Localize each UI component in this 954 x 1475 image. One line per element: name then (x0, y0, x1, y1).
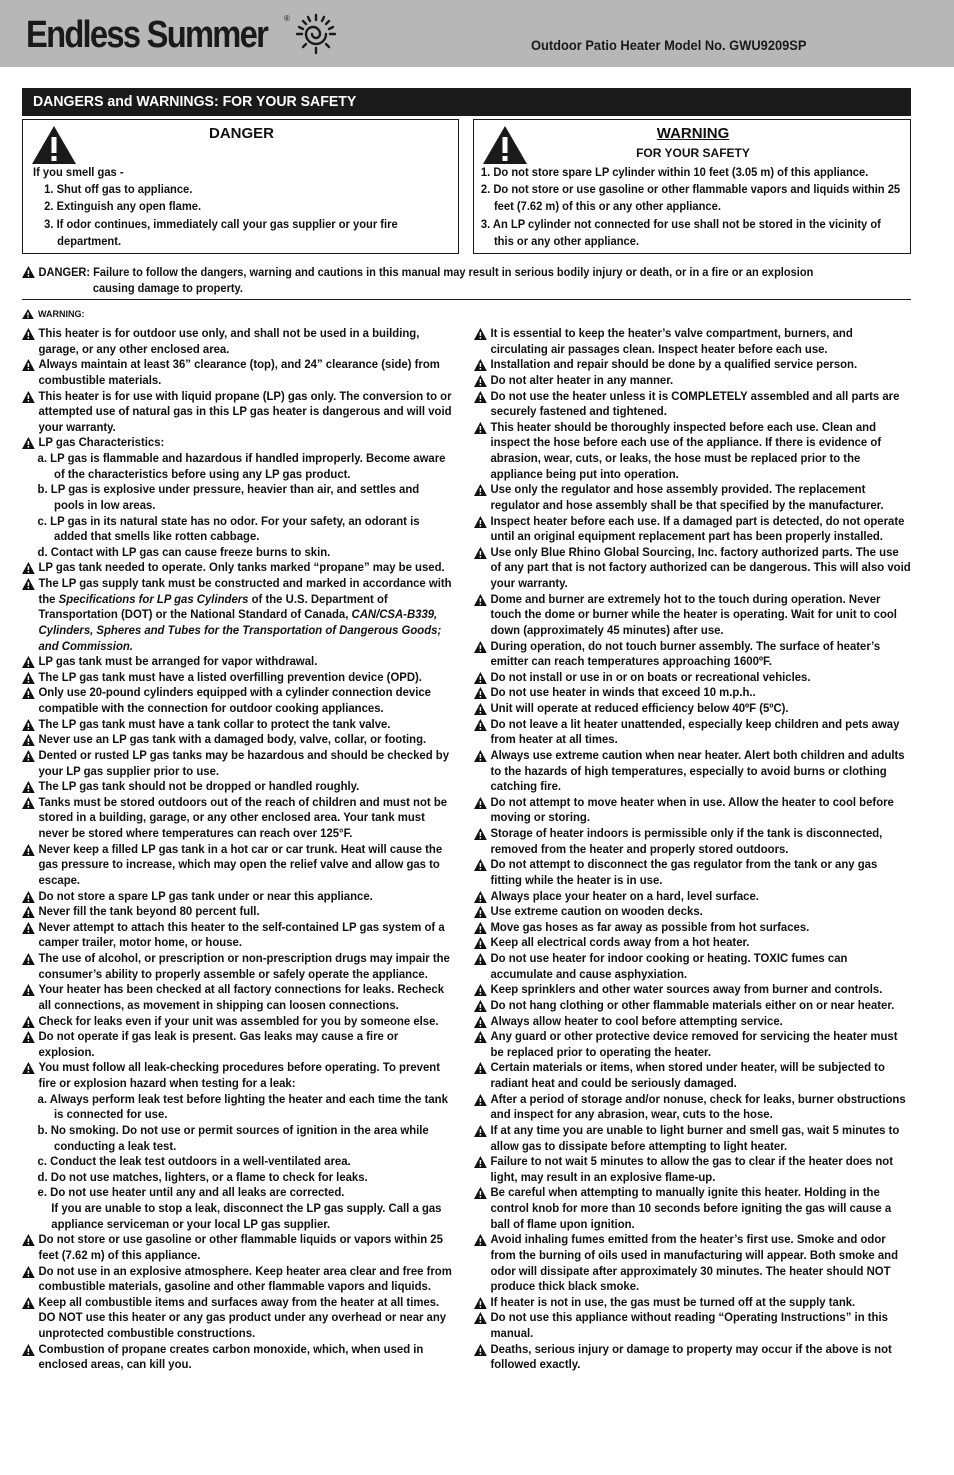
warning-subitem: d. Contact with LP gas can cause freeze burns to skin. (37, 544, 331, 559)
warning-icon (22, 1031, 35, 1043)
brand-logo: Endless Summer (26, 14, 268, 56)
divider (22, 299, 911, 300)
warning-icon (474, 1234, 487, 1246)
warning-icon (22, 1016, 35, 1028)
danger-text (33, 164, 452, 250)
warning-icon (474, 375, 487, 387)
warning-item: Do not store a spare LP gas tank under or near this appliance. (22, 889, 452, 905)
warning-item: Always place your heater on a hard, level surface. (474, 889, 911, 905)
warning-icon (474, 391, 487, 403)
warning-icon (22, 309, 34, 319)
warning-subitem: c. LP gas in its natural state has no odor. For your safety, an odorant is added that smells like rotten cabbage. (37, 513, 420, 544)
warning-icon (474, 422, 487, 434)
warning-item: Do not use heater for indoor cooking or heating. TOXIC fumes can accumulate and cause asphyxiation. (474, 951, 911, 982)
warning-icon (22, 266, 35, 278)
warning-item: This heater is for outdoor use only, and shall not be used in a building, garage, or any other enclosed area. (22, 326, 452, 357)
warning-item: Installation and repair should be done by a qualified service person. (474, 357, 911, 373)
warning-icon (22, 844, 35, 856)
warning-item: Use extreme caution on wooden decks. (474, 904, 911, 920)
danger-step: 2. Extinguish any open flame. (44, 199, 202, 214)
warning-icon (22, 562, 35, 574)
warning-icon (22, 781, 35, 793)
warning-icon (474, 750, 487, 762)
warning-item: Any guard or other protective device removed for servicing the heater must be replaced prior to operating the heater. (474, 1029, 911, 1060)
danger-step: 1. Shut off gas to appliance. (44, 182, 193, 197)
warning-icon (22, 328, 35, 340)
warnings-right-column (474, 326, 911, 1373)
warning-item: Never fill the tank beyond 80 percent full. (22, 904, 452, 920)
warning-item: The LP gas tank must have a tank collar to protect the tank valve. (22, 717, 452, 733)
warning-item: Dented or rusted LP gas tanks may be hazardous and should be checked by your LP gas supplier prior to use. (22, 748, 452, 779)
warning-item: Do not leave a lit heater unattended, especially keep children and pets away from heater at all times. (474, 717, 911, 748)
warning-icon (474, 1344, 487, 1356)
warning-item: LP gas Characteristics: (22, 435, 452, 451)
warning-icon (474, 719, 487, 731)
sun-icon (288, 12, 344, 56)
warning-subitem: c. Conduct the leak test outdoors in a well-ventilated area. (37, 1154, 351, 1169)
danger-note-line: DANGER: Failure to follow the dangers, warning and cautions in this manual may result in serious bodily injury or death, or in a fire or an explosion (22, 264, 905, 280)
warning-icon (22, 734, 35, 746)
warning-subtitle: FOR YOUR SAFETY (636, 146, 750, 160)
registered-mark: ® (284, 14, 290, 23)
warning-icon (474, 359, 487, 371)
warning-item: Do not use in an explosive atmosphere. Keep heater area clear and free from combustible materials, gasoline and other flammable vapors and liquids. (22, 1264, 452, 1295)
warning-item: It is essential to keep the heater’s valve compartment, burners, and circulating air passages clean. Inspect heater before each use. (474, 326, 911, 357)
warning-icon (22, 656, 35, 668)
warning-item: Do not hang clothing or other flammable materials either on or near heater. (474, 998, 911, 1014)
warning-item: Inspect heater before each use. If a damaged part is detected, do not operate until an original equipment replacement part has been properly installed. (474, 514, 911, 545)
warning-step: 3. An LP cylinder not connected for use shall not be stored in the vicinity of this or any other appliance. (480, 216, 881, 248)
warning-icon (474, 1297, 487, 1309)
warning-item: Do not use the heater unless it is COMPLETELY assembled and all parts are securely fastened and tightened. (474, 389, 911, 420)
warning-icon (474, 859, 487, 871)
warning-icon (22, 750, 35, 762)
warning-item: Storage of heater indoors is permissible only if the tank is disconnected, removed from the heater and properly stored outdoors. (474, 826, 911, 857)
warning-item: During operation, do not touch burner assembly. The surface of heater’s emitter can reach temperatures approaching 1600ºF. (474, 639, 911, 670)
warning-icon (474, 1094, 487, 1106)
warning-text (480, 164, 903, 250)
danger-step: 3. If odor continues, immediately call your gas supplier or your fire department. (44, 216, 398, 248)
warning-item: Tanks must be stored outdoors out of the reach of children and must not be stored in a building, garage, or any other enclosed area. Your tank must never be stored where temperatures can reach over 125°F. (22, 795, 452, 842)
warning-item: You must follow all leak-checking procedures before operating. To prevent fire or explosion hazard when testing for a leak: (22, 1060, 452, 1091)
warning-icon (474, 1062, 487, 1074)
warning-item: Dome and burner are extremely hot to the touch during operation. Never touch the dome or burner while the heater is operating. Wait for unit to cool down (approximately 45 minutes) after use. (474, 592, 911, 639)
warning-icon (474, 672, 487, 684)
warning-item: The LP gas tank should not be dropped or handled roughly. (22, 779, 452, 795)
warning-icon (474, 484, 487, 496)
warning-item: After a period of storage and/or nonuse, check for leaks, burner obstructions and inspect for any abrasion, wear, cuts to the hose. (474, 1092, 911, 1123)
warning-item: Do not store or use gasoline or other flammable liquids or vapors within 25 feet (7.62 m) of this appliance. (22, 1232, 452, 1263)
warning-item: Avoid inhaling fumes emitted from the heater’s first use. Smoke and odor from the burning of oils used in manufacturing will appear. Both smoke and odor will dissipate after approximately 30 minutes. The heater should NOT produce thick black smoke. (474, 1232, 911, 1295)
warning-item: Always use extreme caution when near heater. Alert both children and adults to the hazards of high temperatures, especially to avoid burns or clothing catching fire. (474, 748, 911, 795)
warning-item: Be careful when attempting to manually ignite this heater. Holding in the control knob for more than 10 seconds before igniting the gas will cause a ball of flame upon ignition. (474, 1185, 911, 1232)
warning-item: Never attempt to attach this heater to the self-contained LP gas system of a camper trailer, motor home, or house. (22, 920, 452, 951)
warning-item: Do not use heater in winds that exceed 10 m.p.h.. (474, 685, 911, 701)
warning-subitem: If you are unable to stop a leak, disconnect the LP gas supply. Call a gas appliance serviceman or your local LP gas supplier. (51, 1201, 442, 1231)
section-bar (22, 88, 911, 116)
warning-icon (474, 906, 487, 918)
warning-icon (22, 1297, 35, 1309)
warnings-left-column (22, 326, 452, 1373)
warning-icon (22, 1062, 35, 1074)
warning-icon (474, 922, 487, 934)
warning-icon (474, 687, 487, 699)
warning-icon (22, 1266, 35, 1278)
warning-box (473, 119, 911, 254)
warning-icon (474, 641, 487, 653)
warning-item: Check for leaks even if your unit was assembled for you by someone else. (22, 1014, 452, 1030)
warning-item: This heater is for use with liquid propane (LP) gas only. The conversion to or attempted use of natural gas in this LP gas heater is dangerous and will void your warranty. (22, 389, 452, 436)
warning-step: 2. Do not store or use gasoline or other flammable vapors and liquids within 25 feet (7.62 m) of this or any other appliance. (480, 182, 901, 214)
warning-item: If at any time you are unable to light burner and smell gas, wait 5 minutes to allow gas to dissipate before attempting to light heater. (474, 1123, 911, 1154)
warning-item: Always maintain at least 36” clearance (top), and 24” clearance (side) from combustible materials. (22, 357, 452, 388)
warning-item: Do not install or use in or on boats or recreational vehicles. (474, 670, 911, 686)
warning-item: Failure to not wait 5 minutes to allow the gas to clear if the heater does not light, may result in an explosive flame-up. (474, 1154, 911, 1185)
warning-subitem: a. Always perform leak test before lighting the heater and each time the tank is connected for use. (37, 1091, 448, 1122)
warning-icon (474, 828, 487, 840)
warning-icon (474, 1156, 487, 1168)
warning-icon (22, 687, 35, 699)
warning-icon (474, 594, 487, 606)
warning-icon (22, 891, 35, 903)
warning-icon (474, 516, 487, 528)
warning-icon (474, 953, 487, 965)
warning-icon (22, 906, 35, 918)
warning-item: Keep sprinklers and other water sources away from burner and controls. (474, 982, 911, 998)
warning-icon (22, 672, 35, 684)
warning-item: Never use an LP gas tank with a damaged body, valve, collar, or footing. (22, 732, 452, 748)
warning-icon (22, 578, 35, 590)
section-title: DANGERS and WARNINGS: FOR YOUR SAFETY (33, 93, 357, 110)
danger-title: DANGER (208, 125, 274, 142)
warning-icon (474, 984, 487, 996)
warning-item: Combustion of propane creates carbon monoxide, which, when used in enclosed areas, can kill you. (22, 1342, 452, 1373)
warning-icon (22, 1344, 35, 1356)
warning-icon (474, 891, 487, 903)
warning-icon (22, 1234, 35, 1246)
model-number: Outdoor Patio Heater Model No. GWU9209SP (530, 37, 806, 53)
warning-step: 1. Do not store spare LP cylinder within 10 feet (3.05 m) of this appliance. (480, 165, 869, 179)
warning-item: Never keep a filled LP gas tank in a hot car or car trunk. Heat will cause the gas pressure to increase, which may open the relief valve and allow gas to escape. (22, 842, 452, 889)
warning-item: LP gas tank must be arranged for vapor withdrawal. (22, 654, 452, 670)
warning-icon (22, 359, 35, 371)
warning-item: Your heater has been checked at all factory connections for leaks. Recheck all connections, as movement in shipping can loosen connections. (22, 982, 452, 1013)
warning-icon (22, 391, 35, 403)
warning-icon (22, 797, 35, 809)
warning-item: The use of alcohol, or prescription or non-prescription drugs may impair the consumer’s ability to properly assemble or safely operate the appliance. (22, 951, 452, 982)
warning-subitem: b. No smoking. Do not use or permit sources of ignition in the area while conducting a leak test. (37, 1122, 429, 1153)
danger-lead: If you smell gas - (33, 165, 124, 179)
warning-item: If heater is not in use, the gas must be turned off at the supply tank. (474, 1295, 911, 1311)
warning-item: Use only Blue Rhino Global Sourcing, Inc. factory authorized parts. The use of any part that is not factory authorized can be dangerous. This will also void your warranty. (474, 545, 911, 592)
warning-item: Use only the regulator and hose assembly provided. The replacement regulator and hose assembly shall be that specified by the manufacturer. (474, 482, 911, 513)
warning-icon (474, 328, 487, 340)
danger-box (22, 119, 459, 254)
warning-icon (22, 953, 35, 965)
warning-subitem: e. Do not use heater until any and all leaks are corrected. (37, 1185, 345, 1200)
warning-icon (474, 1187, 487, 1199)
warning-icon (474, 797, 487, 809)
warning-item: Unit will operate at reduced efficiency below 40ºF (5ºC). (474, 701, 911, 717)
warning-subitem: b. LP gas is explosive under pressure, heavier than air, and settles and pools in low areas. (37, 482, 420, 512)
danger-note-line: causing damage to property. (92, 281, 243, 295)
header (0, 0, 954, 67)
warning-item: Do not attempt to disconnect the gas regulator from the tank or any gas fitting while the heater is in use. (474, 857, 911, 888)
warning-label: WARNING: (22, 309, 85, 319)
warning-icon (474, 703, 487, 715)
warning-item: Do not operate if gas leak is present. Gas leaks may cause a fire or explosion. (22, 1029, 452, 1060)
warning-item: Keep all electrical cords away from a hot heater. (474, 935, 911, 951)
warning-item: The LP gas supply tank must be constructed and marked in accordance with the Specifications for LP gas Cylinders of the U.S. Department of Transportation (DOT) or the National Standard of Canada, CAN/CSA-B339, Cylinders, Spheres and Tubes for the Transportation of Dangerous Goods; and Commission. (22, 576, 452, 654)
warning-icon (22, 719, 35, 731)
warning-icon (474, 1000, 487, 1012)
danger-note (22, 264, 905, 296)
warning-item: Always allow heater to cool before attempting service. (474, 1014, 911, 1030)
warning-item: Move gas hoses as far away as possible from hot surfaces. (474, 920, 911, 936)
warning-item: Do not attempt to move heater when in use. Allow the heater to cool before moving or storing. (474, 795, 911, 826)
warning-subitem: a. LP gas is flammable and hazardous if handled improperly. Become aware of the characteristics before using any LP gas product. (37, 451, 446, 481)
warning-item: Keep all combustible items and surfaces away from the heater at all times. DO NOT use this heater or any gas product under any overhead or near any unprotected combustible constructions. (22, 1295, 452, 1342)
warning-item: Do not use this appliance without reading “Operating Instructions” in this manual. (474, 1310, 911, 1341)
warning-icon (474, 1016, 487, 1028)
warning-icon (474, 1031, 487, 1043)
warning-item: The LP gas tank must have a listed overfilling prevention device (OPD). (22, 670, 452, 686)
warning-icon (474, 937, 487, 949)
warning-icon (22, 437, 35, 449)
warning-title: WARNING (656, 125, 730, 142)
warning-icon (474, 1312, 487, 1324)
warning-item: Only use 20-pound cylinders equipped with a cylinder connection device compatible with the connection for outdoor cooking appliances. (22, 685, 452, 716)
warning-icon (474, 547, 487, 559)
warning-icon (22, 922, 35, 934)
warning-item: LP gas tank needed to operate. Only tanks marked “propane” may be used. (22, 560, 452, 576)
warning-item: This heater should be thoroughly inspected before each use. Clean and inspect the hose before each use of the appliance. If there is evidence of abrasion, wear, cuts, or leaks, the hose must be replaced prior to the appliance being put into operation. (474, 420, 911, 483)
warning-item: Deaths, serious injury or damage to property may occur if the above is not followed exactly. (474, 1342, 911, 1373)
warning-item: Certain materials or items, when stored under heater, will be subjected to radiant heat and could be seriously damaged. (474, 1060, 911, 1091)
warning-subitem: d. Do not use matches, lighters, or a flame to check for leaks. (37, 1169, 368, 1184)
warning-icon (474, 1125, 487, 1137)
warning-icon (22, 984, 35, 996)
warning-item: Do not alter heater in any manner. (474, 373, 911, 389)
